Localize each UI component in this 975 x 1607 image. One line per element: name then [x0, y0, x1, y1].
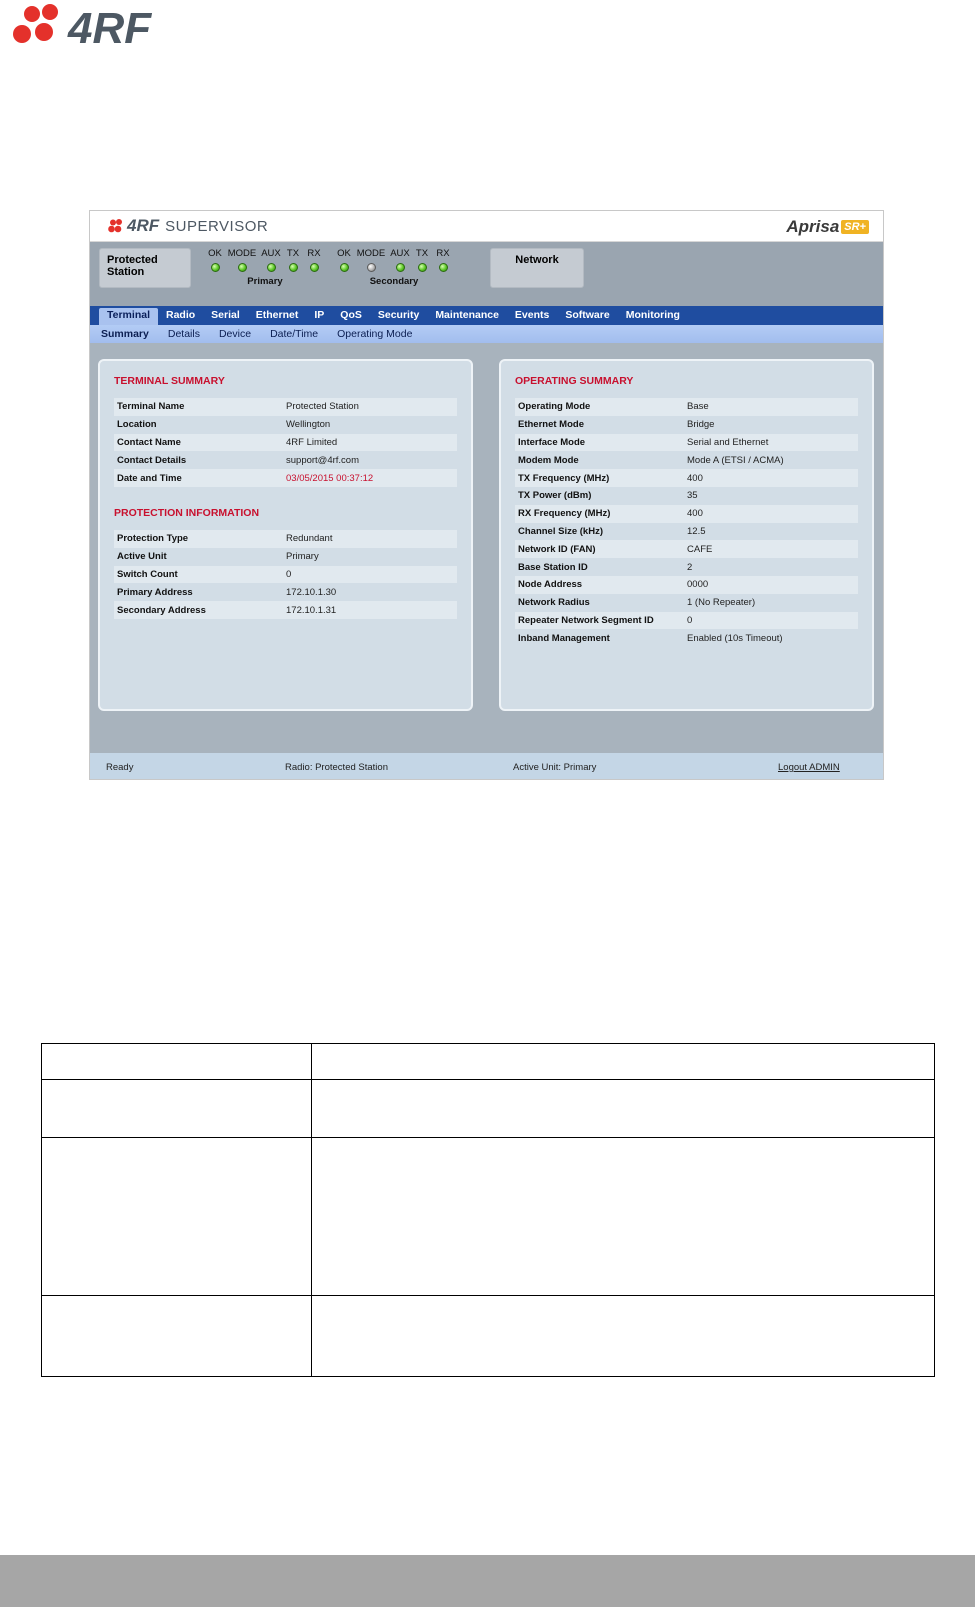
table-row	[114, 566, 457, 584]
terminal-summary-panel	[98, 359, 473, 711]
tab-qos[interactable]: QoS	[340, 309, 362, 321]
table-row	[515, 505, 858, 523]
tab-ip[interactable]: IP	[314, 309, 325, 321]
supervisor-header	[90, 211, 883, 242]
led-tx-icon	[418, 263, 427, 272]
table-row	[114, 530, 457, 548]
table-row	[515, 469, 858, 487]
field-label: TX Power (dBm)	[518, 490, 592, 502]
table-row	[114, 451, 457, 469]
protection-info-title: PROTECTION INFORMATION	[114, 506, 260, 519]
field-label: RX Frequency (MHz)	[518, 508, 611, 520]
primary-caption: Primary	[247, 276, 283, 287]
operating-summary-table	[515, 398, 858, 647]
field-value: Redundant	[286, 533, 333, 545]
field-label: Location	[117, 419, 157, 431]
field-label: Active Unit	[117, 551, 167, 563]
operating-summary-panel	[499, 359, 874, 711]
field-label: Contact Details	[117, 454, 187, 466]
field-label: Secondary Address	[117, 604, 206, 616]
led-mode-icon	[367, 263, 376, 272]
table-cell	[42, 1138, 312, 1296]
field-label: Node Address	[518, 579, 583, 591]
terminal-summary-table	[114, 398, 457, 487]
field-label: Contact Name	[117, 436, 181, 448]
led-label-mode: MODE	[227, 248, 257, 259]
tab-monitoring[interactable]: Monitoring	[625, 309, 680, 321]
field-value: Protected Station	[286, 401, 359, 413]
tab-ethernet[interactable]: Ethernet	[255, 309, 299, 321]
led-label-ok: OK	[337, 248, 351, 259]
aprisa-badge: SR+	[841, 220, 869, 234]
field-value: 0	[286, 568, 292, 580]
subtab-device[interactable]: Device	[218, 328, 252, 340]
field-value: 400	[687, 472, 703, 484]
protection-info-table	[114, 530, 457, 619]
table-row	[515, 576, 858, 594]
table-row	[42, 1080, 935, 1138]
secondary-led-group	[334, 248, 454, 287]
table-cell	[42, 1044, 312, 1080]
field-value: 2	[687, 561, 693, 573]
led-label-rx: RX	[436, 248, 450, 259]
sub-nav	[90, 325, 883, 343]
field-value: 12.5	[687, 525, 706, 537]
field-value: 0	[687, 614, 693, 626]
field-label: Ethernet Mode	[518, 419, 584, 431]
field-value: Enabled (10s Timeout)	[687, 632, 783, 644]
field-label: Modem Mode	[518, 454, 579, 466]
table-row	[114, 434, 457, 452]
table-row	[42, 1138, 935, 1296]
led-aux-icon	[267, 263, 276, 272]
led-label-tx: TX	[415, 248, 429, 259]
led-label-tx: TX	[286, 248, 300, 259]
logout-link[interactable]: Logout ADMIN	[778, 762, 840, 773]
field-value: CAFE	[687, 543, 713, 555]
led-label-aux: AUX	[390, 248, 410, 259]
page-footer-bar	[0, 1555, 975, 1607]
network-label: Network	[515, 254, 559, 266]
field-value: Base	[687, 401, 709, 413]
table-row	[42, 1044, 935, 1080]
table-row	[515, 629, 858, 647]
led-tx-icon	[289, 263, 298, 272]
doc-table	[41, 1043, 935, 1377]
table-cell	[42, 1296, 312, 1377]
field-value: 03/05/2015 00:37:12	[286, 472, 374, 484]
led-aux-icon	[396, 263, 405, 272]
table-row	[114, 469, 457, 487]
station-name: Protected Station	[107, 254, 158, 278]
subtab-operating-mode[interactable]: Operating Mode	[337, 328, 413, 340]
status-bar	[90, 242, 883, 306]
subtab-summary[interactable]: Summary	[101, 328, 149, 340]
network-box[interactable]	[490, 248, 584, 288]
table-row	[42, 1296, 935, 1377]
led-ok-icon	[211, 263, 220, 272]
table-row	[515, 398, 858, 416]
field-label: Base Station ID	[518, 561, 588, 573]
table-row	[515, 558, 858, 576]
field-value: Mode A (ETSI / ACMA)	[687, 454, 784, 466]
field-label: Terminal Name	[117, 401, 185, 413]
station-name-box[interactable]	[99, 248, 191, 288]
field-label: Interface Mode	[518, 436, 586, 448]
table-row	[515, 594, 858, 612]
tab-terminal[interactable]: Terminal	[99, 308, 158, 325]
supervisor-brand: 4RF	[127, 216, 160, 235]
led-rx-icon	[439, 263, 448, 272]
field-value: 4RF Limited	[286, 436, 338, 448]
field-label: Channel Size (kHz)	[518, 525, 603, 537]
subtab-details[interactable]: Details	[167, 328, 200, 340]
field-label: Date and Time	[117, 472, 182, 484]
footer-radio: Radio: Protected Station	[285, 762, 388, 773]
field-value: 172.10.1.31	[286, 604, 337, 616]
led-rx-icon	[310, 263, 319, 272]
table-row	[515, 416, 858, 434]
field-label: TX Frequency (MHz)	[518, 472, 610, 484]
field-label: Protection Type	[117, 533, 189, 545]
table-row	[515, 451, 858, 469]
primary-led-group	[205, 248, 325, 287]
table-row	[114, 583, 457, 601]
table-cell	[42, 1080, 312, 1138]
field-value: 172.10.1.30	[286, 586, 337, 598]
table-row	[515, 487, 858, 505]
table-row	[515, 523, 858, 541]
field-label: Primary Address	[117, 586, 193, 598]
led-label-aux: AUX	[261, 248, 281, 259]
field-label: Operating Mode	[518, 401, 591, 413]
tab-serial[interactable]: Serial	[211, 309, 240, 321]
field-value: 400	[687, 508, 703, 520]
field-label: Inband Management	[518, 632, 610, 644]
field-label: Network ID (FAN)	[518, 543, 596, 555]
field-value: support@4rf.com	[286, 454, 360, 466]
led-ok-icon	[340, 263, 349, 272]
field-value: 1 (No Repeater)	[687, 597, 756, 609]
page-logo	[10, 2, 210, 48]
tab-software[interactable]: Software	[565, 309, 610, 321]
subtab-date-time[interactable]: Date/Time	[270, 328, 319, 340]
table-row	[114, 601, 457, 619]
led-label-mode: MODE	[356, 248, 386, 259]
terminal-summary-title: TERMINAL SUMMARY	[114, 375, 225, 387]
field-label: Network Radius	[518, 597, 590, 609]
tab-events[interactable]: Events	[514, 309, 550, 321]
main-nav	[90, 306, 883, 325]
led-mode-icon	[238, 263, 247, 272]
field-label: Switch Count	[117, 568, 178, 580]
tab-security[interactable]: Security	[377, 309, 420, 321]
tab-maintenance[interactable]: Maintenance	[435, 309, 499, 321]
table-cell	[312, 1296, 935, 1377]
table-row	[515, 612, 858, 630]
supervisor-product: SUPERVISOR	[165, 217, 269, 235]
aprisa-logo	[786, 217, 869, 237]
petal-icon	[108, 219, 124, 233]
field-value: 35	[687, 490, 698, 502]
table-row	[114, 548, 457, 566]
table-cell	[312, 1044, 935, 1080]
led-label-rx: RX	[307, 248, 321, 259]
table-cell	[312, 1080, 935, 1138]
secondary-caption: Secondary	[369, 276, 419, 287]
field-label: Repeater Network Segment ID	[518, 614, 654, 626]
table-row	[515, 434, 858, 452]
petal-logo-icon	[13, 4, 58, 43]
table-row	[114, 398, 457, 416]
field-value: Serial and Ethernet	[687, 436, 769, 448]
table-cell	[312, 1138, 935, 1296]
tab-radio[interactable]: Radio	[165, 309, 196, 321]
table-row	[515, 540, 858, 558]
supervisor-footer	[90, 753, 883, 780]
page-logo-text: 4RF	[68, 4, 152, 48]
footer-status: Ready	[106, 762, 134, 773]
supervisor-logo	[108, 216, 268, 236]
operating-summary-title: OPERATING SUMMARY	[515, 375, 634, 387]
aprisa-name: Aprisa	[786, 217, 840, 236]
led-label-ok: OK	[208, 248, 222, 259]
supervisor-screen	[89, 210, 884, 780]
field-value: Primary	[286, 551, 319, 563]
field-value: Bridge	[687, 419, 715, 431]
field-value: 0000	[687, 579, 709, 591]
table-row	[114, 416, 457, 434]
field-value: Wellington	[286, 419, 331, 431]
footer-active-unit: Active Unit: Primary	[513, 762, 597, 773]
